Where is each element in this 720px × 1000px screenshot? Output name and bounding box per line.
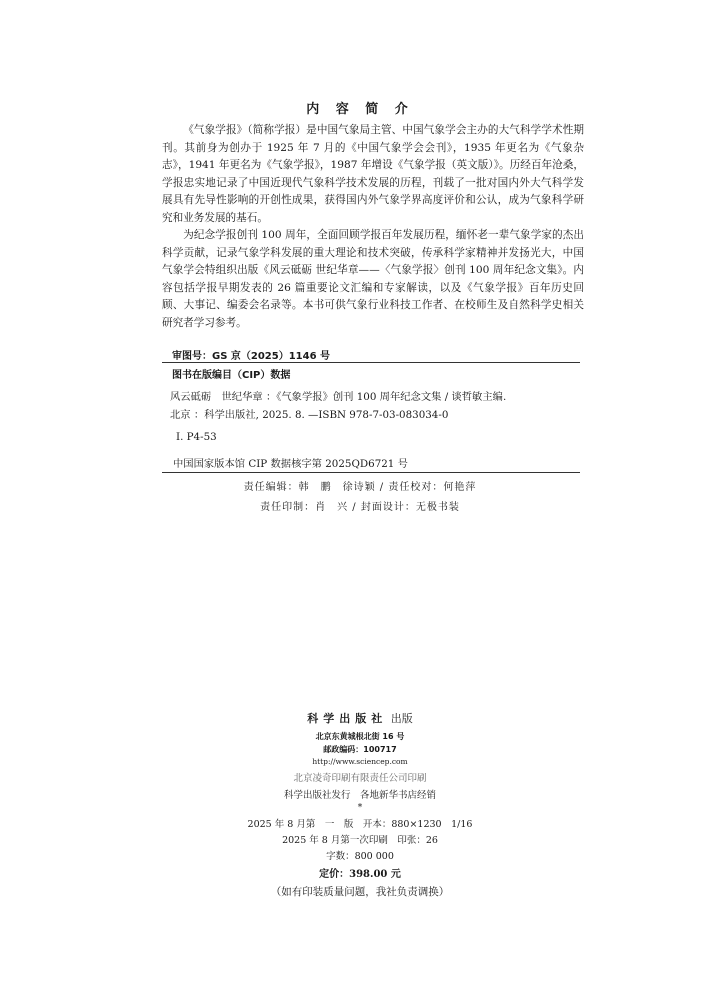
distribution-line: 科学出版社发行 各地新华书店经销 xyxy=(283,790,436,801)
publisher-line xyxy=(0,710,720,726)
quality-notice: （如有印装质量问题，我社负责调换） xyxy=(270,886,450,898)
cip-line-record-number: 中国国家版本馆 CIP 数据核字第 2025QD6721 号 xyxy=(173,458,408,470)
credits-production: 责任印制：肖 兴 / 封面设计：无极书装 xyxy=(260,502,460,513)
separator-star: * xyxy=(357,803,363,813)
publisher-logo-text: 科学出版社 xyxy=(307,712,388,725)
publisher-suffix: 出版 xyxy=(390,712,413,725)
publisher-website: http://www.sciencep.com xyxy=(312,757,408,766)
publisher-address: 北京东黄城根北街 16 号 xyxy=(315,732,405,741)
word-count: 字数：800 000 xyxy=(326,851,394,862)
cip-line-classification: Ⅰ. P4-53 xyxy=(176,431,217,443)
map-approval-number: 审图号：GS 京（2025）1146 号 xyxy=(172,351,331,362)
summary-title: 内 容 简 介 xyxy=(306,102,414,117)
publisher-postcode: 邮政编码：100717 xyxy=(323,745,397,754)
cip-title: 图书在版编目（CIP）数据 xyxy=(172,370,291,381)
summary-paragraph-2: 为纪念学报创刊 100 周年，全面回顾学报百年发展历程，缅怀老一辈气象学家的杰出科学贡献，记录气象学科发展的重大理论和技术突破，传承科学家精神并发扬光大，中国气象学会特组织出版《风云砥砺 世纪华章——〈气象学报〉创刊 100 周年纪念文集》。内容包括学报早期发表的 26 篇重要论文汇编和专家解读，以及《气象学报》百年历史回顾、大事记、编委会名录等。本书可供气象行业科技工作者、在校师生及自然科学史相关研究者学习参考。 xyxy=(162,229,584,329)
edition-line: 2025 年 8 月第 一 版 开本：880×1230 1/16 xyxy=(247,819,473,830)
divider-bottom xyxy=(162,472,580,473)
divider-top xyxy=(162,362,580,363)
printer-name: 北京凌奇印刷有限责任公司印刷 xyxy=(293,773,427,784)
cip-line-isbn: 北京 ：科学出版社, 2025. 8. —ISBN 978-7-03-083034-0 xyxy=(170,409,449,421)
credits-editors: 责任编辑：韩 鹏 徐诗颖 / 责任校对：何艳萍 xyxy=(243,482,477,493)
summary-paragraph-1: 《气象学报》（简称学报）是中国气象局主管、中国气象学会主办的大气科学学术性期刊。其前身为创办于 1925 年 7 月的《中国气象学会会刊》，1935 年更名为《气象杂志》，1941 年更名为《气象学报》，1987 年增设《气象学报（英文版）》。历经百年沧桑，学报忠实地记录了中国近现代气象科学技术发展的历程，刊载了一批对国内外大气科学发展具有先导性影响的开创性成果，获得国内外气象学界高度评价和公认，成为气象科学研究和业务发展的基石。 xyxy=(162,124,584,224)
printing-line: 2025 年 8 月第一次印刷 印张：26 xyxy=(282,835,438,846)
cip-line-title: 风云砥砺 世纪华章 ：《气象学报》创刊 100 周年纪念文集 / 谈哲敏主编. xyxy=(170,391,507,403)
price: 定价：398.00 元 xyxy=(319,869,401,880)
